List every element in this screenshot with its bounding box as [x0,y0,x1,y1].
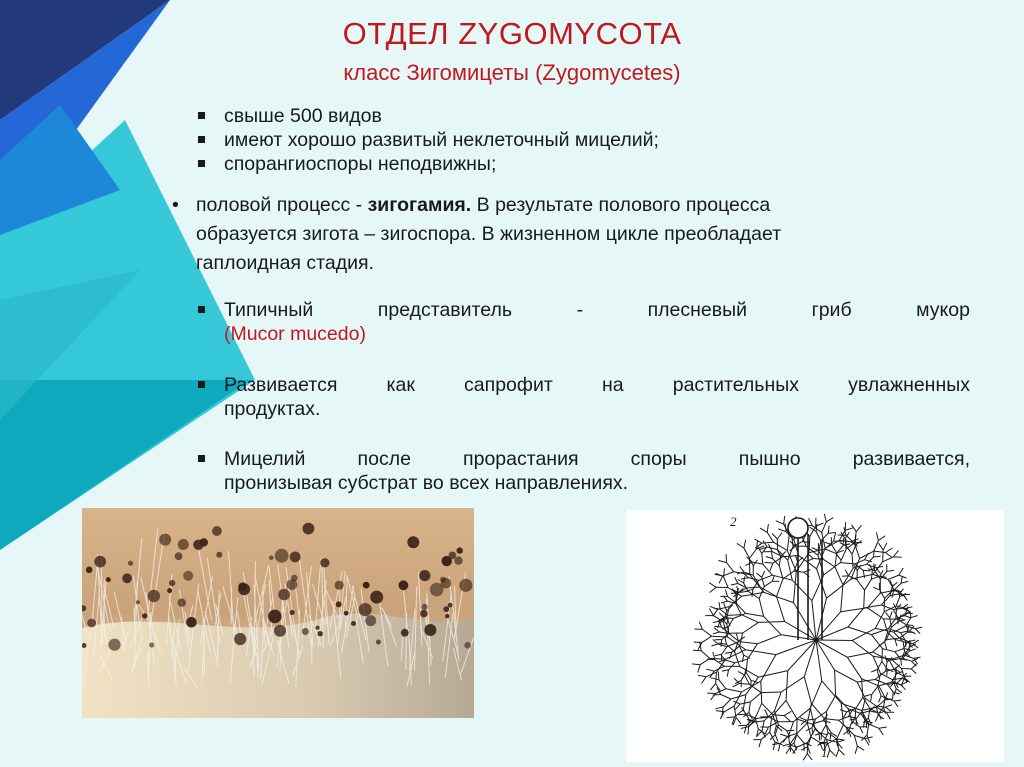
sporangium-dot [457,547,463,553]
sporangium-dot [448,603,453,608]
sporangium-dot [122,573,132,583]
sporangium-dot [291,575,297,581]
bullet-dot: • [172,194,179,216]
sporangium-dot [268,610,282,624]
sporangium-dot [459,579,472,592]
sporangium-dot [234,633,246,645]
sporangium-dot [86,567,93,574]
sporangium-dot [365,615,376,626]
square-bullet [198,306,205,313]
saprophyte-text: Развивается как сапрофит на растительных увлажненных [224,374,970,396]
sporangium-dot [186,617,197,628]
feature-list [196,104,659,176]
branch-stroke [909,644,910,651]
sporangium-dot [275,549,289,563]
sporangium-dot [274,625,286,637]
sporangium-dot [442,556,452,566]
text-fragment: В результате полового процесса [471,194,771,216]
sporangium-dot [315,626,319,630]
branch-stroke [846,539,847,546]
sporangium-dot [167,588,172,593]
list-item: свыше 500 видов [196,104,659,128]
sporangium-dot [419,570,430,581]
slide-subtitle: класс Зигомицеты (Zygomycetes) [343,60,681,85]
drawing-label-1: 1 [821,745,828,760]
branch-stroke [893,692,894,699]
paragraph-text [196,191,912,278]
sporangium-icon [788,518,808,538]
branch-stroke [819,733,820,741]
sporangium-dot [335,581,344,590]
sporangium-dot [318,631,323,636]
text-fragment: гаплоидная стадия. [196,252,374,274]
branch-stroke [761,692,781,693]
sporangium-dot [290,610,295,615]
square-bullet [198,455,205,462]
mycelium-text-cont: пронизывая субстрат во всех направлениях. [224,472,629,494]
sporangium-dot [401,629,409,637]
sporangium-dot [178,599,186,607]
list-item: спорангиоспоры неподвижны; [196,152,659,176]
square-bullet [198,381,205,388]
branch-stroke [718,672,719,680]
branch-stroke [874,550,875,557]
mycelium-drawing [626,510,1004,762]
branch-stroke [845,522,846,530]
sporangium-dot [278,589,290,601]
representative-item [196,298,970,346]
sporangium-dot [464,642,471,649]
branch-stroke [738,725,746,726]
sporangium-dot [94,556,106,568]
mycelium-item [196,447,970,495]
sporangium-dot [128,561,133,566]
sporangium-dot [359,603,372,616]
sporangium-dot [178,539,189,550]
branch-stroke [828,533,836,534]
sporangium-dot [454,556,462,564]
sporangium-dot [290,552,301,563]
branch-stroke [855,709,856,719]
branch-stroke [842,576,849,577]
sporangium-dot [399,580,409,590]
sporangium-dot [445,614,449,618]
sporangium-dot [175,552,183,560]
sporangium-dot [302,628,309,635]
branch-stroke [882,649,883,662]
sporangium-dot [420,610,428,618]
branch-stroke [748,727,749,735]
sporangium-dot [169,580,175,586]
term-zygogamy: зигогамия. [367,194,472,216]
sporangium-dot [193,540,203,550]
sporangium-dot [424,624,436,636]
sporangium-dot [407,536,419,548]
sporangium-dot [212,526,222,536]
sporangium-dot [87,619,96,628]
branch-stroke [863,570,871,571]
sporangium-dot [238,582,247,591]
sporangium-dot [443,606,449,612]
sporangium-dot [136,600,140,604]
sporangium-dot [376,640,381,645]
branch-stroke [816,640,852,641]
text-fragment: образуется зигота – зигоспора. В жизненном цикле преобладает [196,223,782,245]
sporangium-dot [303,523,315,535]
sporangium-dot [149,642,154,647]
sporangium-dot [108,639,120,651]
sporangium-dot [441,578,452,589]
drawing-label-2: 2 [730,514,737,529]
sporangium-dot [183,571,193,581]
sporangium-dot [142,613,147,618]
text-fragment: половой процесс - [196,194,368,216]
sporangium-dot [344,611,349,616]
representative-text: Типичный представитель - плесневый гриб мукор [224,299,970,321]
sporangium-dot [269,556,274,561]
sporangium-dot [159,534,171,546]
branch-stroke [855,538,856,545]
sporangium-dot [336,601,342,607]
branch-stroke [738,714,746,715]
sporangium-dot [422,604,428,610]
latin-name: (Mucor mucedo) [224,323,366,345]
sporangium-dot [148,590,160,602]
sporangium-dot [370,591,383,604]
sporangium-dot [351,621,356,626]
mycelium-text: Мицелий после прорастания споры пышно развивается, [224,448,970,470]
sporangium-dot [216,552,222,558]
mucor-photo [82,508,474,718]
sporangium-dot [320,558,329,567]
saprophyte-text-cont: продуктах. [224,398,321,420]
sporangium-dot [106,577,111,582]
branch-stroke [896,609,897,618]
sexual-process-paragraph [172,191,912,278]
branch-stroke [874,556,881,557]
list-item: имеют хорошо развитый неклеточный мицелий; [196,128,659,152]
slide-title: ОТДЕЛ ZYGOMYCOTA [342,16,682,51]
branch-stroke [765,562,773,563]
saprophyte-item [196,373,970,421]
sporangium-dot [363,582,370,589]
